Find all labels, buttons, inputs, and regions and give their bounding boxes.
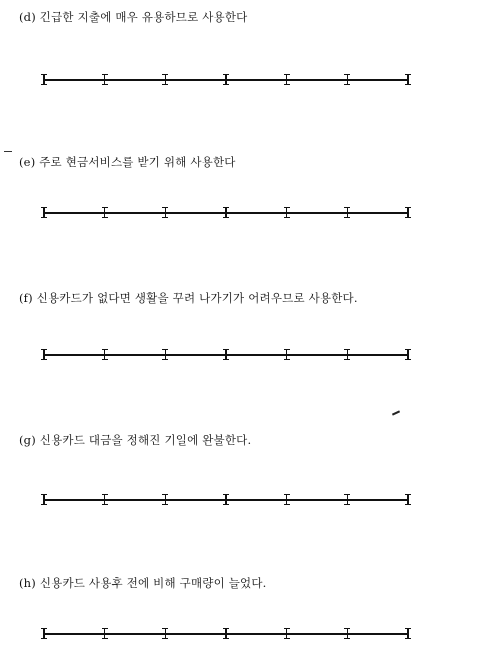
scale-point[interactable] bbox=[102, 494, 108, 505]
scale-point[interactable] bbox=[162, 494, 168, 505]
scale-point[interactable] bbox=[102, 628, 108, 639]
scale-point[interactable] bbox=[41, 628, 47, 639]
scale-point[interactable] bbox=[344, 628, 350, 639]
rating-scale[interactable] bbox=[44, 74, 408, 85]
question-text: (g) 신용카드 대금을 정해진 기일에 완불한다. bbox=[19, 433, 252, 447]
scale-point[interactable] bbox=[284, 74, 290, 85]
scale-point[interactable] bbox=[102, 207, 108, 218]
scale-point[interactable] bbox=[41, 349, 47, 360]
scale-point[interactable] bbox=[284, 207, 290, 218]
question-text: (d) 긴급한 지출에 매우 유용하므로 사용한다 bbox=[19, 10, 248, 24]
scale-point[interactable] bbox=[344, 207, 350, 218]
scale-point[interactable] bbox=[223, 628, 229, 639]
scale-point[interactable] bbox=[162, 207, 168, 218]
scale-point[interactable] bbox=[102, 349, 108, 360]
rating-scale[interactable] bbox=[44, 207, 408, 218]
scale-point[interactable] bbox=[41, 74, 47, 85]
scale-point[interactable] bbox=[41, 207, 47, 218]
scale-point[interactable] bbox=[223, 74, 229, 85]
scale-point[interactable] bbox=[162, 74, 168, 85]
question-text: (h) 신용카드 사용후 전에 비해 구매량이 늘었다. bbox=[19, 576, 267, 590]
scale-point[interactable] bbox=[405, 628, 411, 639]
scale-point[interactable] bbox=[344, 494, 350, 505]
rating-scale[interactable] bbox=[44, 349, 408, 360]
question-text: (e) 주로 현금서비스를 받기 위해 사용한다 bbox=[19, 155, 236, 169]
scale-point[interactable] bbox=[284, 494, 290, 505]
scale-point[interactable] bbox=[405, 494, 411, 505]
stray-pen-mark bbox=[392, 410, 400, 415]
scale-point[interactable] bbox=[102, 74, 108, 85]
scale-point[interactable] bbox=[284, 349, 290, 360]
stray-pen-mark bbox=[4, 151, 12, 152]
scale-point[interactable] bbox=[405, 349, 411, 360]
scale-point[interactable] bbox=[405, 74, 411, 85]
scale-point[interactable] bbox=[344, 74, 350, 85]
rating-scale[interactable] bbox=[44, 628, 408, 639]
scale-point[interactable] bbox=[223, 349, 229, 360]
scale-point[interactable] bbox=[162, 349, 168, 360]
question-text: (f) 신용카드가 없다면 생활을 꾸려 나가기가 어려우므로 사용한다. bbox=[19, 291, 358, 305]
scale-point[interactable] bbox=[223, 207, 229, 218]
scale-point[interactable] bbox=[41, 494, 47, 505]
scale-point[interactable] bbox=[344, 349, 350, 360]
scale-point[interactable] bbox=[405, 207, 411, 218]
scale-point[interactable] bbox=[284, 628, 290, 639]
rating-scale[interactable] bbox=[44, 494, 408, 505]
scale-point[interactable] bbox=[162, 628, 168, 639]
scale-point[interactable] bbox=[223, 494, 229, 505]
